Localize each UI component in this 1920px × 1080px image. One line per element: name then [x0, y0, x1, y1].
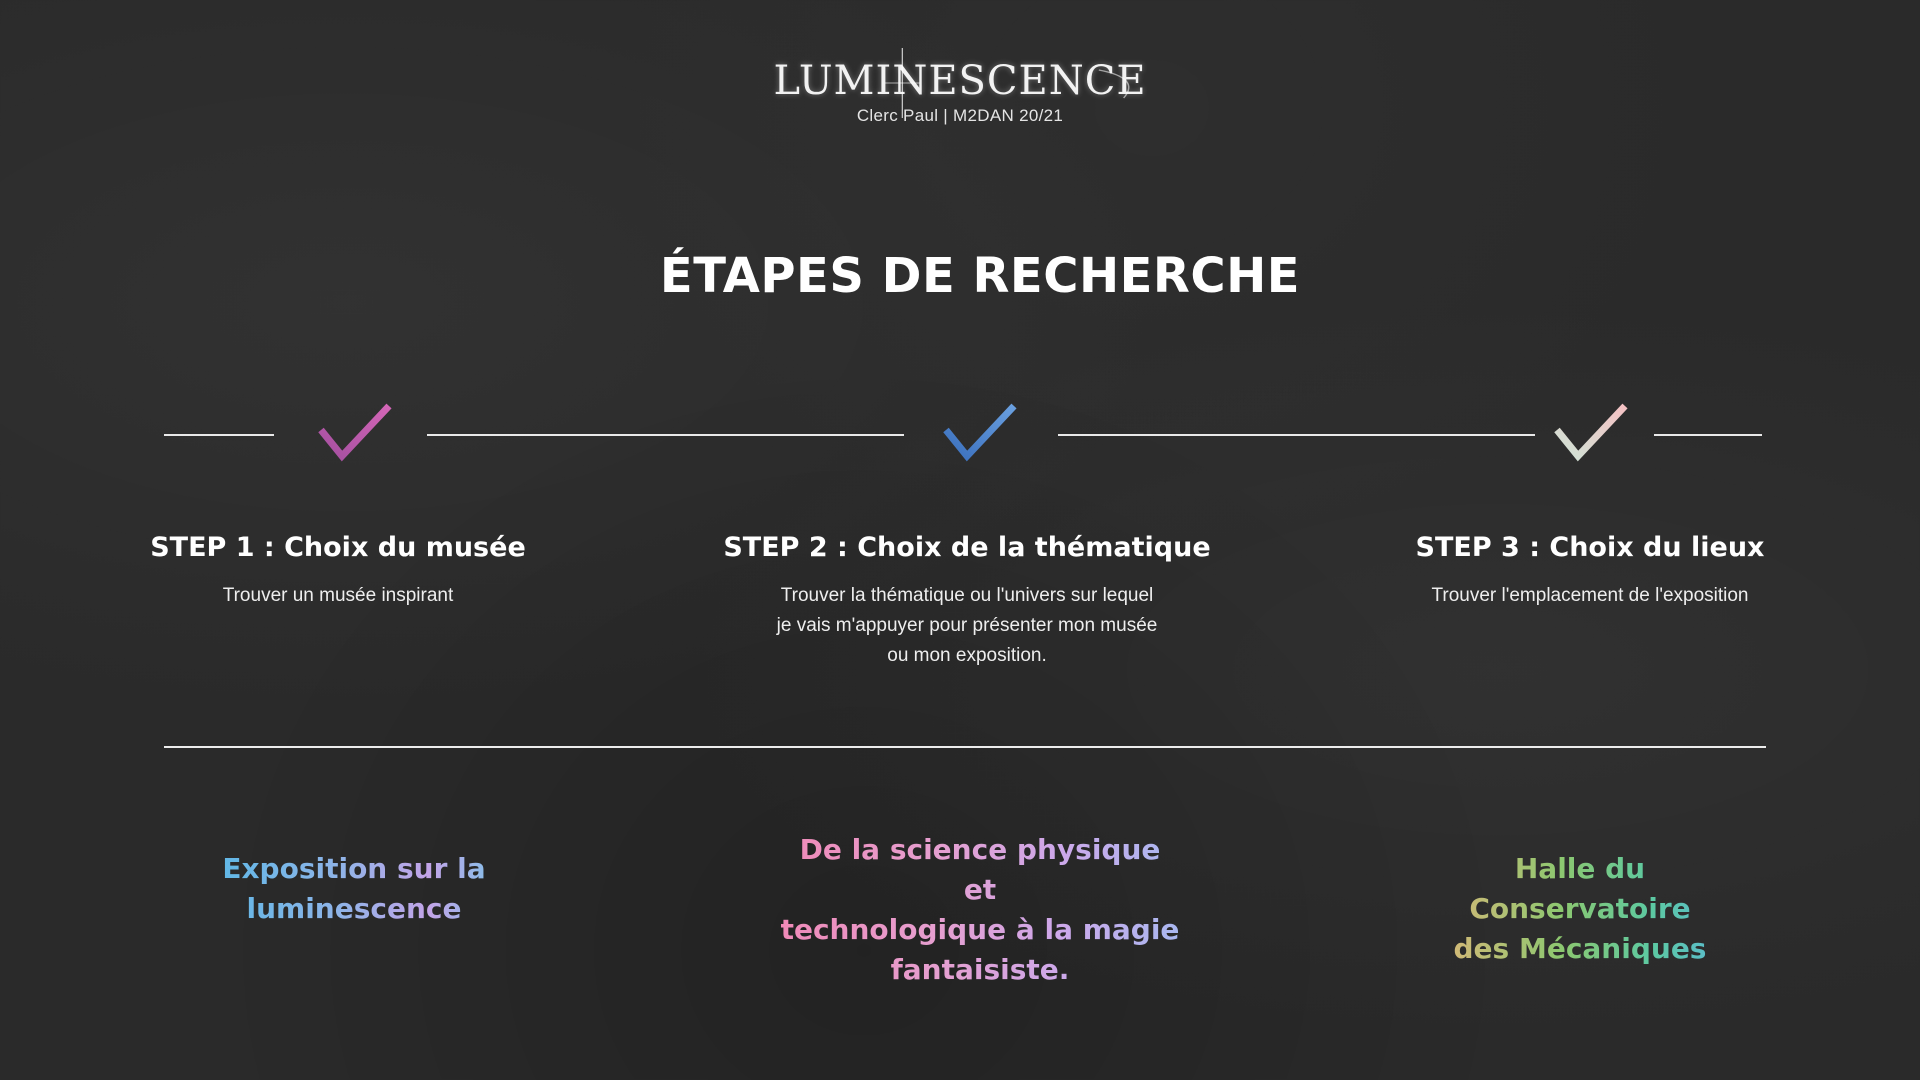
result-step-1	[204, 849, 504, 929]
step-2	[717, 532, 1217, 671]
result-line: Halle du Conservatoire	[1469, 852, 1691, 925]
section-divider	[164, 746, 1766, 748]
logo	[0, 58, 1920, 126]
step-1	[138, 532, 538, 611]
timeline-line	[1058, 434, 1535, 436]
step-title: STEP 3 : Choix du lieux	[1415, 532, 1765, 563]
result-line: luminescence	[246, 892, 462, 925]
result-line: technologique à la magie	[780, 913, 1180, 946]
logo-text: LUMINESCENCE	[773, 58, 1147, 104]
result-line: des Mécaniques	[1453, 932, 1707, 965]
timeline-line	[427, 434, 904, 436]
logo-wordmark	[773, 58, 1146, 104]
timeline-line	[1654, 434, 1762, 436]
step-description	[717, 581, 1217, 671]
check-icon-step-1	[315, 400, 395, 464]
result-line: Exposition sur la	[222, 852, 486, 885]
step-description-line: Trouver l'emplacement de l'exposition	[1431, 585, 1749, 606]
logo-subtitle: Clerc Paul | M2DAN 20/21	[856, 106, 1064, 125]
step-description-line: Trouver la thématique ou l'univers sur lequel	[780, 585, 1154, 606]
step-description	[1380, 581, 1800, 611]
step-description-line: Trouver un musée inspirant	[222, 585, 454, 606]
result-line: fantaisiste.	[890, 953, 1070, 986]
timeline-line	[164, 434, 274, 436]
step-description-line: ou mon exposition.	[887, 645, 1047, 666]
step-description	[138, 581, 538, 611]
page-title: ÉTAPES DE RECHERCHE	[659, 248, 1301, 304]
step-title: STEP 2 : Choix de la thématique	[723, 532, 1211, 563]
step-description-line: je vais m'appuyer pour présenter mon musée	[776, 615, 1158, 636]
result-step-2	[780, 830, 1180, 990]
check-icon-step-2	[940, 400, 1020, 464]
step-3	[1380, 532, 1800, 611]
step-title: STEP 1 : Choix du musée	[150, 532, 526, 563]
result-step-3	[1400, 849, 1760, 969]
result-line: De la science physique et	[799, 833, 1161, 906]
check-icon-step-3	[1551, 400, 1631, 464]
